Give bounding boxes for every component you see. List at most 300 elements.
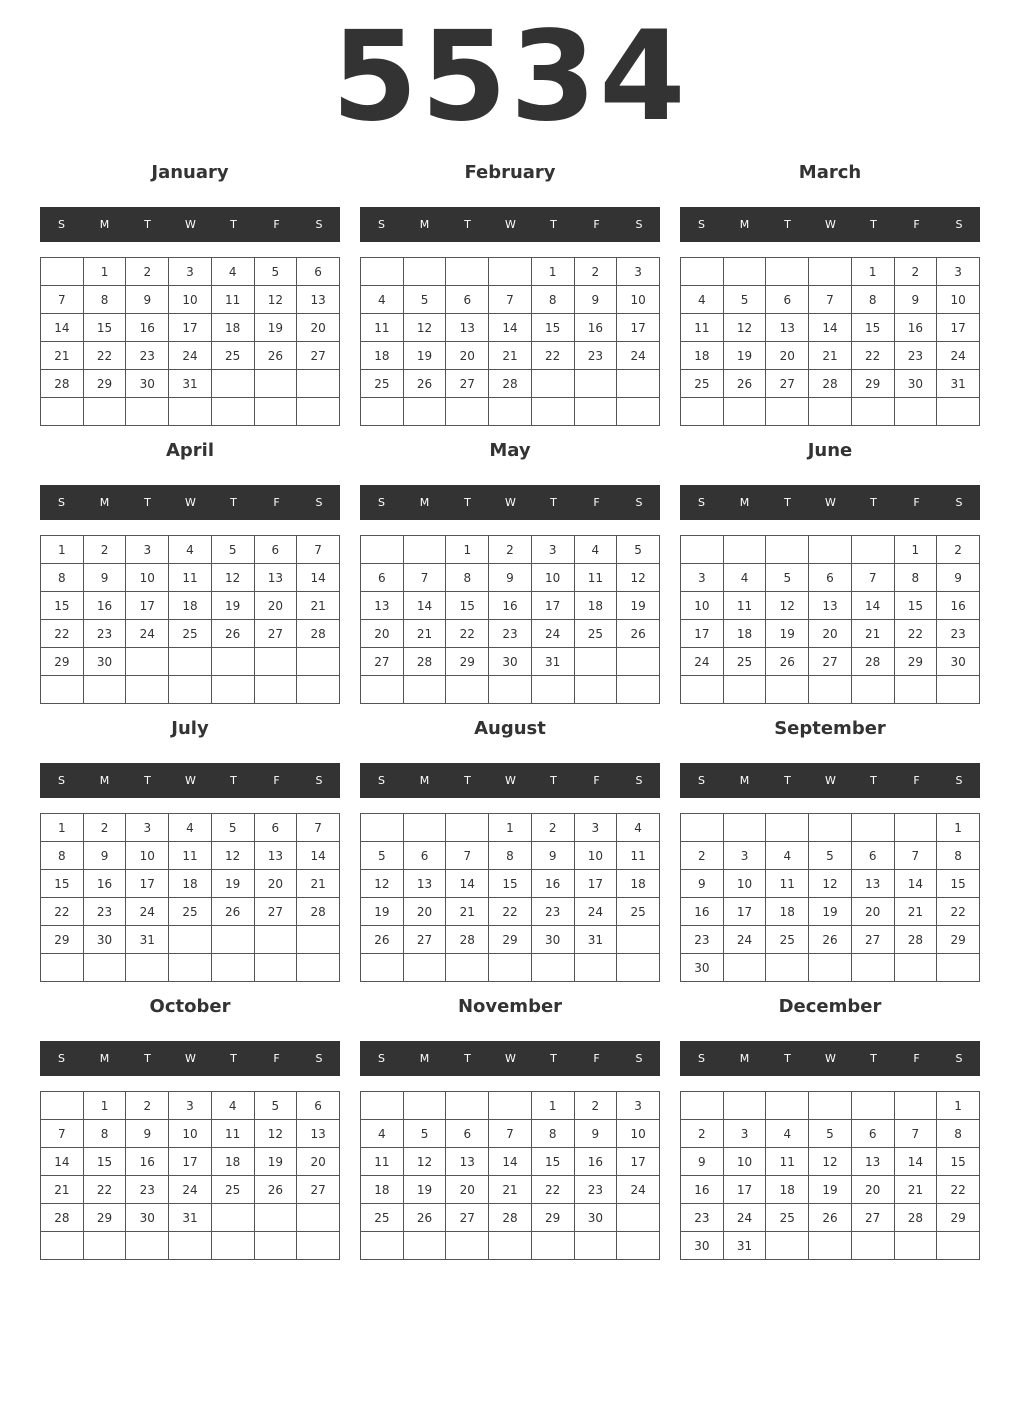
day-cell: 16	[574, 1148, 617, 1176]
empty-day-cell	[41, 676, 84, 704]
day-cell: 29	[851, 370, 894, 398]
day-cell: 31	[574, 926, 617, 954]
day-cell: 5	[617, 536, 660, 564]
week-row	[361, 398, 660, 426]
day-cell: 28	[809, 370, 852, 398]
day-cell: 30	[681, 1232, 724, 1260]
week-row	[41, 564, 340, 592]
weekday-label: F	[913, 1052, 920, 1065]
weekday-label: T	[550, 774, 557, 787]
day-cell: 30	[937, 648, 980, 676]
day-cell: 12	[809, 870, 852, 898]
week-row	[41, 898, 340, 926]
day-cell: 27	[851, 1204, 894, 1232]
day-cell: 28	[489, 1204, 532, 1232]
empty-day-cell	[937, 1232, 980, 1260]
weekday-label: S	[698, 496, 705, 509]
day-cell: 4	[766, 1120, 809, 1148]
day-cell: 17	[169, 1148, 212, 1176]
empty-day-cell	[851, 536, 894, 564]
day-cell: 19	[254, 314, 297, 342]
day-cell: 20	[446, 1176, 489, 1204]
week-row	[681, 620, 980, 648]
empty-day-cell	[937, 676, 980, 704]
weekday-label: T	[230, 774, 237, 787]
day-cell: 9	[574, 286, 617, 314]
day-cell: 19	[809, 1176, 852, 1204]
day-cell: 12	[617, 564, 660, 592]
weekday-header	[40, 207, 340, 242]
day-cell: 13	[446, 1148, 489, 1176]
day-cell: 16	[126, 314, 169, 342]
empty-day-cell	[531, 398, 574, 426]
day-cell: 21	[41, 1176, 84, 1204]
day-cell: 22	[83, 342, 126, 370]
weekday-label: S	[378, 1052, 385, 1065]
empty-day-cell	[297, 1204, 340, 1232]
day-cell: 1	[83, 258, 126, 286]
weekday-label: M	[739, 218, 750, 231]
day-cell: 5	[254, 258, 297, 286]
weekday-header	[40, 485, 340, 520]
day-cell: 23	[681, 926, 724, 954]
empty-day-cell	[766, 536, 809, 564]
weekday-label: T	[784, 1052, 791, 1065]
day-cell: 2	[681, 1120, 724, 1148]
day-cell: 3	[681, 564, 724, 592]
day-cell: 14	[297, 564, 340, 592]
day-cell: 1	[937, 814, 980, 842]
empty-day-cell	[766, 814, 809, 842]
day-cell: 22	[83, 1176, 126, 1204]
weekday-header	[360, 207, 660, 242]
day-cell: 20	[851, 1176, 894, 1204]
day-cell: 10	[126, 842, 169, 870]
day-cell: 30	[489, 648, 532, 676]
empty-day-cell	[403, 954, 446, 982]
month-name: June	[807, 440, 853, 461]
weekday-label: W	[825, 496, 836, 509]
day-cell: 24	[169, 1176, 212, 1204]
day-cell: 27	[361, 648, 404, 676]
day-cell: 23	[894, 342, 937, 370]
day-cell: 4	[211, 258, 254, 286]
weekday-header	[680, 207, 980, 242]
weekday-label: T	[870, 774, 877, 787]
day-cell: 4	[766, 842, 809, 870]
weekday-label: T	[464, 1052, 471, 1065]
weekday-label: M	[739, 774, 750, 787]
day-cell: 2	[937, 536, 980, 564]
week-row	[361, 954, 660, 982]
day-cell: 2	[126, 258, 169, 286]
empty-day-cell	[41, 1232, 84, 1260]
day-cell: 29	[446, 648, 489, 676]
empty-day-cell	[809, 1232, 852, 1260]
day-cell: 11	[361, 1148, 404, 1176]
day-cell: 16	[681, 1176, 724, 1204]
day-cell: 3	[723, 1120, 766, 1148]
day-cell: 13	[254, 842, 297, 870]
day-cell: 13	[766, 314, 809, 342]
week-row	[41, 314, 340, 342]
day-cell: 21	[489, 342, 532, 370]
empty-day-cell	[211, 1204, 254, 1232]
weekday-label: T	[870, 1052, 877, 1065]
day-cell: 11	[617, 842, 660, 870]
empty-day-cell	[681, 258, 724, 286]
week-row	[681, 342, 980, 370]
weekday-label: T	[784, 496, 791, 509]
day-cell: 21	[297, 592, 340, 620]
empty-day-cell	[574, 370, 617, 398]
weekday-header	[680, 763, 980, 798]
day-grid	[680, 813, 980, 982]
day-cell: 26	[766, 648, 809, 676]
day-cell: 24	[723, 1204, 766, 1232]
day-cell: 27	[809, 648, 852, 676]
day-cell: 15	[937, 870, 980, 898]
day-cell: 22	[531, 342, 574, 370]
day-cell: 8	[446, 564, 489, 592]
empty-day-cell	[361, 814, 404, 842]
day-cell: 10	[723, 870, 766, 898]
day-cell: 8	[531, 286, 574, 314]
day-cell: 11	[169, 842, 212, 870]
weekday-label: T	[230, 496, 237, 509]
weekday-header	[680, 485, 980, 520]
day-cell: 18	[361, 342, 404, 370]
day-cell: 10	[617, 1120, 660, 1148]
day-cell: 24	[937, 342, 980, 370]
day-cell: 21	[489, 1176, 532, 1204]
day-cell: 3	[531, 536, 574, 564]
empty-day-cell	[446, 814, 489, 842]
day-cell: 30	[681, 954, 724, 982]
empty-day-cell	[41, 258, 84, 286]
day-cell: 15	[41, 592, 84, 620]
day-cell: 27	[254, 898, 297, 926]
weekday-label: S	[635, 496, 643, 509]
week-row	[41, 592, 340, 620]
day-cell: 28	[41, 1204, 84, 1232]
week-row	[361, 1176, 660, 1204]
day-cell: 3	[723, 842, 766, 870]
day-cell: 13	[297, 286, 340, 314]
empty-day-cell	[617, 648, 660, 676]
weekday-label: S	[955, 1052, 963, 1065]
day-cell: 10	[617, 286, 660, 314]
empty-day-cell	[617, 676, 660, 704]
empty-day-cell	[446, 1232, 489, 1260]
weekday-label: S	[315, 1052, 323, 1065]
empty-day-cell	[403, 398, 446, 426]
day-cell: 28	[41, 370, 84, 398]
empty-day-cell	[254, 648, 297, 676]
empty-day-cell	[446, 258, 489, 286]
day-cell: 18	[211, 1148, 254, 1176]
day-cell: 25	[361, 370, 404, 398]
week-row	[361, 286, 660, 314]
empty-day-cell	[126, 398, 169, 426]
empty-day-cell	[403, 1092, 446, 1120]
day-cell: 6	[297, 1092, 340, 1120]
day-cell: 7	[41, 1120, 84, 1148]
week-row	[41, 342, 340, 370]
empty-day-cell	[766, 258, 809, 286]
day-cell: 12	[361, 870, 404, 898]
weekday-label: M	[99, 774, 110, 787]
weekday-label: W	[825, 774, 836, 787]
month-name: March	[798, 162, 862, 183]
weekday-label: S	[635, 1052, 643, 1065]
week-row	[41, 620, 340, 648]
day-cell: 19	[211, 592, 254, 620]
day-cell: 9	[531, 842, 574, 870]
empty-day-cell	[681, 814, 724, 842]
empty-day-cell	[126, 676, 169, 704]
day-cell: 2	[531, 814, 574, 842]
day-cell: 9	[681, 870, 724, 898]
weekday-label: F	[593, 774, 600, 787]
weekday-label: F	[913, 774, 920, 787]
day-cell: 24	[169, 342, 212, 370]
week-row	[361, 926, 660, 954]
day-cell: 10	[531, 564, 574, 592]
day-cell: 15	[446, 592, 489, 620]
day-cell: 28	[894, 1204, 937, 1232]
empty-day-cell	[894, 814, 937, 842]
empty-day-cell	[574, 954, 617, 982]
day-cell: 19	[361, 898, 404, 926]
day-cell: 2	[83, 814, 126, 842]
day-cell: 23	[83, 620, 126, 648]
day-cell: 9	[937, 564, 980, 592]
empty-day-cell	[489, 398, 532, 426]
weekday-label: F	[913, 496, 920, 509]
empty-day-cell	[211, 926, 254, 954]
empty-day-cell	[617, 954, 660, 982]
day-cell: 31	[937, 370, 980, 398]
day-cell: 30	[574, 1204, 617, 1232]
day-cell: 12	[723, 314, 766, 342]
month-name: October	[149, 996, 231, 1017]
day-cell: 17	[723, 1176, 766, 1204]
weekday-label: S	[378, 218, 385, 231]
day-cell: 2	[681, 842, 724, 870]
day-cell: 18	[211, 314, 254, 342]
empty-day-cell	[446, 1092, 489, 1120]
day-cell: 7	[41, 286, 84, 314]
empty-day-cell	[809, 398, 852, 426]
empty-day-cell	[254, 1232, 297, 1260]
empty-day-cell	[254, 398, 297, 426]
day-cell: 7	[851, 564, 894, 592]
day-grid	[360, 813, 660, 982]
day-cell: 19	[617, 592, 660, 620]
day-cell: 21	[403, 620, 446, 648]
weekday-header	[40, 763, 340, 798]
day-cell: 8	[41, 564, 84, 592]
month-name: July	[171, 718, 209, 739]
day-cell: 28	[851, 648, 894, 676]
day-cell: 7	[297, 536, 340, 564]
week-row	[361, 676, 660, 704]
empty-day-cell	[617, 398, 660, 426]
week-row	[681, 564, 980, 592]
weekday-header	[680, 1041, 980, 1076]
weekday-label: F	[273, 1052, 280, 1065]
weekday-label: F	[913, 218, 920, 231]
week-row	[681, 314, 980, 342]
day-cell: 26	[211, 620, 254, 648]
day-cell: 9	[126, 286, 169, 314]
week-row	[41, 1176, 340, 1204]
weekday-header	[40, 1041, 340, 1076]
day-cell: 11	[361, 314, 404, 342]
empty-day-cell	[489, 1092, 532, 1120]
day-cell: 15	[531, 1148, 574, 1176]
day-cell: 18	[617, 870, 660, 898]
day-cell: 22	[41, 620, 84, 648]
weekday-label: F	[273, 774, 280, 787]
weekday-label: S	[698, 1052, 705, 1065]
empty-day-cell	[617, 370, 660, 398]
weekday-label: M	[419, 1052, 430, 1065]
weekday-label: S	[635, 774, 643, 787]
day-cell: 17	[531, 592, 574, 620]
weekday-label: W	[185, 1052, 196, 1065]
weekday-label: S	[58, 218, 65, 231]
day-cell: 16	[83, 870, 126, 898]
day-cell: 1	[531, 258, 574, 286]
day-cell: 10	[126, 564, 169, 592]
week-row	[41, 398, 340, 426]
year-title: 5534	[331, 5, 689, 149]
day-cell: 11	[574, 564, 617, 592]
week-row	[41, 258, 340, 286]
day-cell: 28	[403, 648, 446, 676]
day-cell: 25	[681, 370, 724, 398]
weekday-label: W	[505, 218, 516, 231]
empty-day-cell	[83, 954, 126, 982]
empty-day-cell	[297, 370, 340, 398]
weekday-header	[360, 763, 660, 798]
day-cell: 15	[894, 592, 937, 620]
day-cell: 6	[851, 1120, 894, 1148]
day-cell: 9	[894, 286, 937, 314]
weekday-label: W	[505, 496, 516, 509]
day-cell: 16	[531, 870, 574, 898]
month-name: April	[165, 440, 215, 461]
day-cell: 12	[254, 1120, 297, 1148]
weekday-header	[360, 1041, 660, 1076]
day-cell: 9	[126, 1120, 169, 1148]
empty-day-cell	[766, 398, 809, 426]
week-row	[361, 342, 660, 370]
day-cell: 3	[617, 1092, 660, 1120]
empty-day-cell	[723, 258, 766, 286]
day-cell: 10	[723, 1148, 766, 1176]
empty-day-cell	[361, 258, 404, 286]
day-cell: 7	[489, 286, 532, 314]
day-cell: 12	[403, 1148, 446, 1176]
empty-day-cell	[83, 1232, 126, 1260]
weekday-label: T	[144, 1052, 151, 1065]
day-cell: 1	[83, 1092, 126, 1120]
day-cell: 3	[126, 536, 169, 564]
day-cell: 22	[894, 620, 937, 648]
empty-day-cell	[574, 676, 617, 704]
day-cell: 30	[126, 1204, 169, 1232]
empty-day-cell	[809, 258, 852, 286]
day-cell: 4	[169, 814, 212, 842]
empty-day-cell	[574, 648, 617, 676]
empty-day-cell	[531, 676, 574, 704]
empty-day-cell	[297, 398, 340, 426]
week-row	[681, 370, 980, 398]
day-cell: 29	[489, 926, 532, 954]
day-cell: 21	[297, 870, 340, 898]
day-cell: 30	[83, 648, 126, 676]
day-cell: 8	[83, 1120, 126, 1148]
week-row	[361, 870, 660, 898]
day-cell: 20	[254, 592, 297, 620]
day-cell: 1	[531, 1092, 574, 1120]
day-cell: 7	[403, 564, 446, 592]
day-cell: 26	[361, 926, 404, 954]
day-cell: 16	[574, 314, 617, 342]
week-row	[681, 648, 980, 676]
week-row	[41, 954, 340, 982]
day-cell: 25	[169, 620, 212, 648]
day-cell: 6	[766, 286, 809, 314]
empty-day-cell	[851, 398, 894, 426]
day-cell: 23	[83, 898, 126, 926]
day-cell: 29	[937, 926, 980, 954]
day-cell: 3	[574, 814, 617, 842]
day-cell: 5	[403, 1120, 446, 1148]
empty-day-cell	[403, 676, 446, 704]
week-row	[681, 286, 980, 314]
day-cell: 8	[937, 842, 980, 870]
day-cell: 27	[446, 1204, 489, 1232]
week-row	[361, 648, 660, 676]
month-name: November	[457, 996, 563, 1017]
empty-day-cell	[766, 1092, 809, 1120]
empty-day-cell	[446, 398, 489, 426]
day-cell: 20	[254, 870, 297, 898]
week-row	[681, 1092, 980, 1120]
day-cell: 13	[403, 870, 446, 898]
day-cell: 30	[531, 926, 574, 954]
empty-day-cell	[297, 926, 340, 954]
empty-day-cell	[894, 398, 937, 426]
day-grid	[40, 1091, 340, 1260]
empty-day-cell	[403, 814, 446, 842]
week-row	[361, 842, 660, 870]
day-cell: 12	[766, 592, 809, 620]
day-cell: 2	[126, 1092, 169, 1120]
day-cell: 27	[766, 370, 809, 398]
day-cell: 1	[446, 536, 489, 564]
day-cell: 31	[169, 1204, 212, 1232]
weekday-label: M	[419, 496, 430, 509]
day-cell: 16	[489, 592, 532, 620]
empty-day-cell	[531, 370, 574, 398]
day-cell: 17	[126, 592, 169, 620]
day-cell: 18	[361, 1176, 404, 1204]
